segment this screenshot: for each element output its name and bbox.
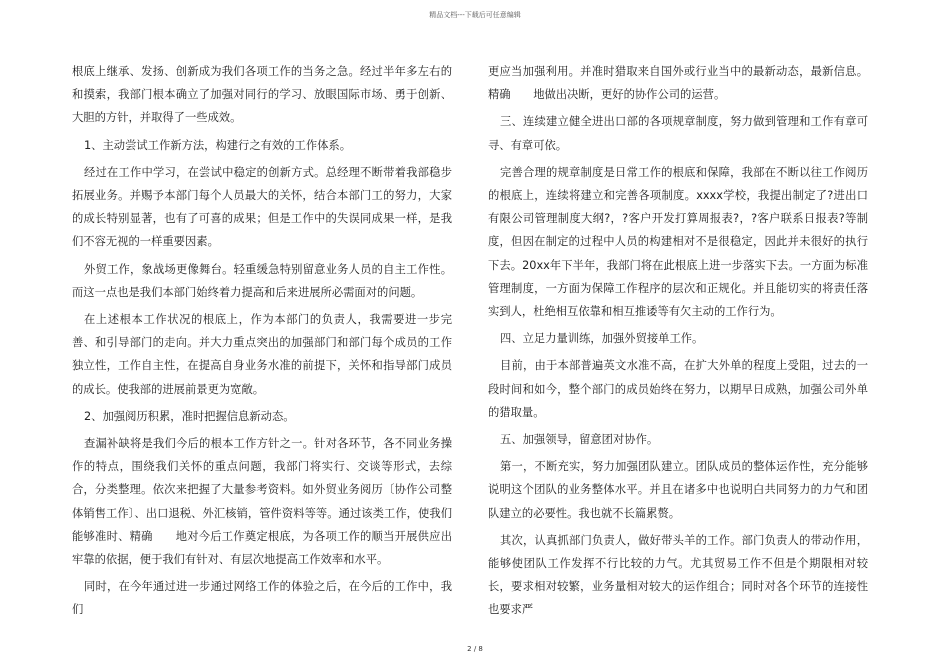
paragraph: 在上述根本工作状况的根底上，作为本部门的负责人，我需要进一步完善、和引导部门的走向。并大力重点突出的加强部门和部门每个成员的工作独立性，工作自主性，在提高自身业务水准的前提下，关怀和指导部门成员的成长。使我部的进展前景更为宽敞。 [72, 313, 452, 396]
paragraph: 其次，认真抓部门负责人，做好带头羊的工作。部门负责人的带动作用，能够使团队工作发挥不行比较的力气。尤其贸易工作不但是个期限相对较长，要求相对较繁，业务量相对较大的运作组合；同时对各个环节的连接性也要求严 [488, 533, 868, 617]
paragraph: 外贸工作，象战场更像舞台。轻重缓急特别留意业务人员的自主工作性。而这一点也是我们本部门始终着力提高和后来进展所必需面对的问题。 [72, 262, 452, 299]
section-heading: 三、连续建立健全进出口部的各项规章制度，努力做到管理和工作有章可寻、有章可依。 [488, 115, 868, 152]
paragraph: 完善合理的规章制度是日常工作的根底和保障，我部在不断以往工作阅历的根底上，连续将建立和完善各项制度。xxxx学校，我提出制定了?进出口有限公司管理制度大纲?，?客户开发打算周报表?，?客户联系日报表?等制度，但因在制定的过程中人员的构建相对不是很稳定，因此并未很好的执行下去。20xx年下半年，我部门将在此根底上进一步落实下去。一方面为标准管理制度，一方面为保障工作程序的层次和正规化。并且能切实的将责任落实到人，杜绝相互依靠和相互推诿等有欠主动的工作行为。 [488, 165, 868, 319]
paragraph: 同时，在今年通过进一步通过网络工作的体验之后，在今后的工作中，我们 [72, 580, 452, 617]
section-heading: 四、立足力量训练，加强外贸接单工作。 [500, 332, 704, 346]
left-column [72, 60, 452, 626]
paragraph: 查漏补缺将是我们今后的根本工作方针之一。针对各环节，各不同业务操作的特点，围绕我们关怀的重点问题，我部门将实行、交谈等形式，去综合，分类整理。依次来把握了大量参考资料。如外贸业务阅历〔协作公司整体销售工作〕、出口退税、外汇核销，管件资料等等。通过该类工作，使我们能够准时、精确 地对今后工作奠定根底，为各项工作的顺当开展供应出牢靠的依据，便于我们有针对、有层次地提高工作效率和水平。 [72, 437, 452, 567]
paragraph: 经过在工作中学习，在尝试中稳定的创新方式。总经理不断带着我部稳步拓展业务。并赐予本部门每个人员最大的关怀，结合本部门工的努力，大家的成长特别显著，也有了可喜的成果；但是工作中的失误同成果一样，是我们不容无视的一样重要因素。 [72, 165, 452, 249]
right-column [488, 60, 868, 626]
paragraph: 根底上继承、发扬、创新成为我们各项工作的当务之急。经过半年多左右的和摸索，我部门根本确立了加强对同行的学习、放眼国际市场、勇于创新、大胆的方针，并取得了一些成效。 [72, 65, 452, 125]
paragraph: 目前，由于本部普遍英文水准不高，在扩大外单的程度上受阻，过去的一段时间和如今，整个部门的成员始终在努力，以期早日成熟，加强公司外单的猎取量。 [488, 359, 868, 419]
page-header: 精品文档---下载后可任意编辑 [429, 11, 521, 19]
section-heading: 2、加强阅历积累，准时把握信息新动态。 [84, 409, 295, 423]
paragraph: 更应当加强利用。并准时猎取来自国外或行业当中的最新动态，最新信息。精确 地做出决断，更好的协作公司的运营。 [488, 65, 868, 102]
page-number: 2 / 8 [467, 645, 483, 653]
section-heading: 1、主动尝试工作新方法，构建行之有效的工作体系。 [84, 138, 352, 152]
paragraph: 第一，不断充实，努力加强团队建立。团队成员的整体运作性，充分能够说明这个团队的业务整体水平。并且在诸多中也说明白共同努力的力气和团队建立的必要性。我也就不长篇累赘。 [488, 460, 868, 520]
section-heading: 五、加强领导，留意团对协作。 [500, 433, 659, 447]
